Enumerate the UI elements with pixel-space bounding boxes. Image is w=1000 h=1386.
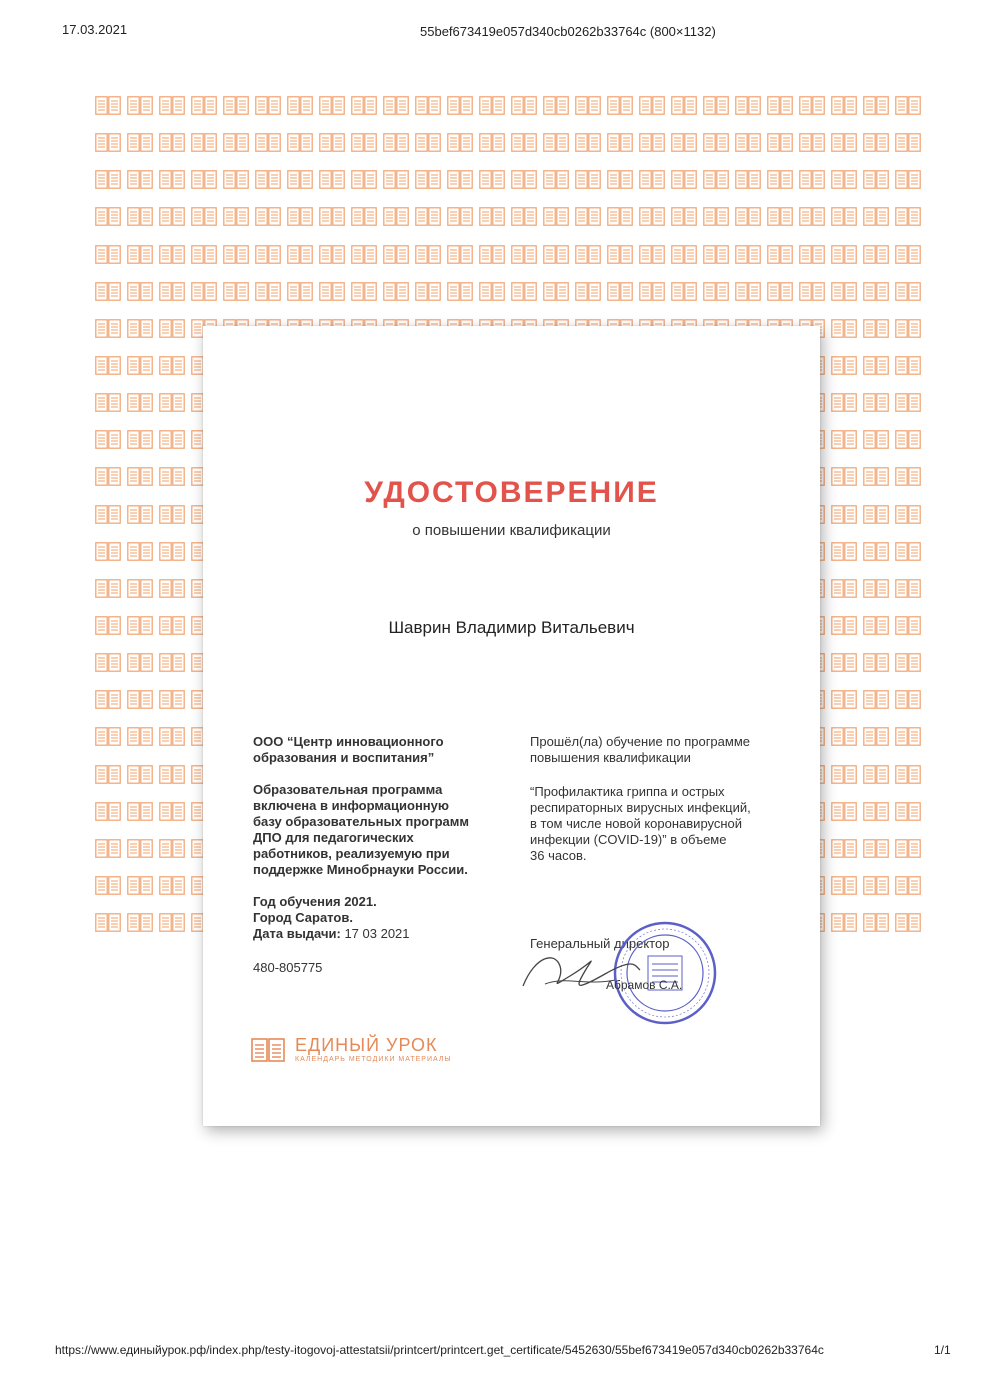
pattern-book-icon: [95, 319, 127, 356]
print-header-date: 17.03.2021: [62, 22, 128, 37]
pattern-book-icon: [511, 207, 543, 244]
pattern-book-icon: [511, 133, 543, 170]
pattern-book-icon: [735, 170, 767, 207]
certificate-subtitle: о повышении квалификации: [412, 522, 611, 539]
pattern-book-icon: [831, 505, 863, 542]
pattern-book-icon: [831, 765, 863, 802]
pattern-book-icon: [95, 653, 127, 690]
pattern-book-icon: [831, 579, 863, 616]
pattern-book-icon: [479, 96, 511, 133]
pattern-book-icon: [575, 170, 607, 207]
pattern-book-icon: [543, 245, 575, 282]
pattern-book-icon: [831, 467, 863, 504]
pattern-book-icon: [799, 96, 831, 133]
pattern-book-icon: [895, 245, 925, 282]
pattern-book-icon: [287, 207, 319, 244]
pattern-book-icon: [127, 839, 159, 876]
director-name: Абрамов С.А.: [606, 978, 683, 992]
city: Город Саратов.: [253, 910, 353, 925]
pattern-book-icon: [799, 170, 831, 207]
pattern-book-icon: [575, 96, 607, 133]
pattern-book-icon: [767, 245, 799, 282]
pattern-book-icon: [607, 96, 639, 133]
pattern-book-icon: [159, 765, 191, 802]
pattern-book-icon: [159, 207, 191, 244]
pattern-book-icon: [735, 96, 767, 133]
pattern-book-icon: [351, 133, 383, 170]
pattern-book-icon: [895, 430, 925, 467]
pattern-book-icon: [639, 245, 671, 282]
course-intro: Прошёл(ла) обучение по программе повышения квалификации: [530, 734, 750, 765]
pattern-book-icon: [895, 356, 925, 393]
course-info: [530, 734, 800, 864]
pattern-book-icon: [767, 170, 799, 207]
pattern-book-icon: [639, 282, 671, 319]
pattern-book-icon: [863, 839, 895, 876]
pattern-book-icon: [191, 96, 223, 133]
pattern-book-icon: [127, 96, 159, 133]
pattern-book-icon: [831, 133, 863, 170]
pattern-book-icon: [223, 207, 255, 244]
pattern-book-icon: [831, 96, 863, 133]
pattern-book-icon: [511, 282, 543, 319]
pattern-book-icon: [671, 207, 703, 244]
pattern-book-icon: [895, 727, 925, 764]
pattern-book-icon: [895, 393, 925, 430]
registration-number: 480-805775: [253, 960, 323, 975]
pattern-book-icon: [127, 579, 159, 616]
pattern-book-icon: [863, 727, 895, 764]
pattern-book-icon: [159, 133, 191, 170]
pattern-book-icon: [95, 505, 127, 542]
pattern-book-icon: [95, 765, 127, 802]
pattern-book-icon: [895, 133, 925, 170]
pattern-book-icon: [127, 319, 159, 356]
pattern-book-icon: [479, 282, 511, 319]
logo: [251, 1036, 452, 1063]
pattern-book-icon: [287, 133, 319, 170]
certificate-title: УДОСТОВЕРЕНИЕ: [364, 476, 659, 509]
pattern-book-icon: [447, 133, 479, 170]
pattern-book-icon: [447, 282, 479, 319]
pattern-book-icon: [863, 430, 895, 467]
pattern-book-icon: [95, 690, 127, 727]
pattern-book-icon: [159, 653, 191, 690]
logo-name: ЕДИНЫЙ УРОК: [295, 1035, 438, 1055]
pattern-book-icon: [159, 802, 191, 839]
pattern-book-icon: [127, 616, 159, 653]
pattern-book-icon: [95, 616, 127, 653]
pattern-book-icon: [479, 207, 511, 244]
pattern-book-icon: [831, 876, 863, 913]
pattern-book-icon: [863, 616, 895, 653]
pattern-book-icon: [95, 170, 127, 207]
course-description: “Профилактика гриппа и острых респираторных вирусных инфекций, в том числе новой коронавирусной инфекции (COVID-19)” в объеме 36 часов.: [530, 784, 751, 863]
pattern-book-icon: [735, 245, 767, 282]
pattern-book-icon: [895, 802, 925, 839]
pattern-book-icon: [767, 207, 799, 244]
pattern-book-icon: [351, 245, 383, 282]
pattern-book-icon: [831, 245, 863, 282]
pattern-book-icon: [831, 839, 863, 876]
pattern-book-icon: [159, 690, 191, 727]
pattern-book-icon: [639, 207, 671, 244]
pattern-book-icon: [287, 170, 319, 207]
pattern-book-icon: [895, 876, 925, 913]
pattern-book-icon: [895, 170, 925, 207]
pattern-book-icon: [703, 207, 735, 244]
pattern-book-icon: [863, 133, 895, 170]
pattern-book-icon: [703, 282, 735, 319]
program-note: Образовательная программа включена в информационную базу образовательных программ ДПО для педагогических работников, реализуемую при поддержке Минобрнауки России.: [253, 782, 470, 877]
pattern-book-icon: [415, 245, 447, 282]
pattern-book-icon: [703, 133, 735, 170]
pattern-book-icon: [415, 133, 447, 170]
pattern-book-icon: [767, 133, 799, 170]
pattern-book-icon: [191, 170, 223, 207]
pattern-book-icon: [127, 876, 159, 913]
pattern-book-icon: [95, 393, 127, 430]
pattern-book-icon: [799, 207, 831, 244]
pattern-book-icon: [191, 207, 223, 244]
pattern-book-icon: [575, 245, 607, 282]
pattern-book-icon: [543, 96, 575, 133]
pattern-book-icon: [223, 170, 255, 207]
pattern-book-icon: [95, 133, 127, 170]
pattern-book-icon: [863, 802, 895, 839]
pattern-book-icon: [735, 133, 767, 170]
pattern-book-icon: [223, 96, 255, 133]
pattern-book-icon: [511, 170, 543, 207]
pattern-book-icon: [479, 133, 511, 170]
pattern-book-icon: [863, 505, 895, 542]
pattern-book-icon: [447, 170, 479, 207]
pattern-book-icon: [95, 467, 127, 504]
pattern-book-icon: [415, 170, 447, 207]
pattern-book-icon: [255, 96, 287, 133]
pattern-book-icon: [127, 393, 159, 430]
pattern-book-icon: [895, 96, 925, 133]
pattern-book-icon: [415, 96, 447, 133]
pattern-book-icon: [95, 727, 127, 764]
pattern-book-icon: [479, 245, 511, 282]
pattern-book-icon: [159, 467, 191, 504]
pattern-book-icon: [319, 96, 351, 133]
pattern-book-icon: [255, 245, 287, 282]
pattern-book-icon: [863, 170, 895, 207]
pattern-book-icon: [895, 505, 925, 542]
pattern-book-icon: [191, 282, 223, 319]
pattern-book-icon: [415, 282, 447, 319]
pattern-book-icon: [95, 876, 127, 913]
pattern-book-icon: [159, 505, 191, 542]
pattern-book-icon: [895, 319, 925, 356]
pattern-book-icon: [607, 282, 639, 319]
pattern-book-icon: [831, 542, 863, 579]
pattern-book-icon: [95, 579, 127, 616]
pattern-book-icon: [671, 170, 703, 207]
pattern-book-icon: [575, 133, 607, 170]
print-footer-url: https://www.единыйурок.рф/index.php/testy-itogovoj-attestatsii/printcert/printcert.get_certificate/5452630/55bef673419e057d340cb0262b33764c: [55, 1343, 824, 1357]
pattern-book-icon: [863, 765, 895, 802]
logo-text: [295, 1036, 452, 1063]
pattern-book-icon: [127, 727, 159, 764]
pattern-book-icon: [895, 467, 925, 504]
pattern-book-icon: [415, 207, 447, 244]
pattern-book-icon: [607, 170, 639, 207]
pattern-book-icon: [319, 245, 351, 282]
pattern-book-icon: [255, 282, 287, 319]
pattern-book-icon: [223, 133, 255, 170]
pattern-book-icon: [799, 245, 831, 282]
pattern-book-icon: [159, 430, 191, 467]
pattern-book-icon: [127, 467, 159, 504]
pattern-book-icon: [383, 170, 415, 207]
print-header-title: 55bef673419e057d340cb0262b33764c (800×1132): [420, 24, 716, 39]
issue-date: 17 03 2021: [344, 926, 410, 941]
pattern-book-icon: [671, 245, 703, 282]
pattern-book-icon: [863, 690, 895, 727]
pattern-book-icon: [95, 802, 127, 839]
pattern-book-icon: [159, 356, 191, 393]
pattern-book-icon: [255, 170, 287, 207]
pattern-book-icon: [95, 245, 127, 282]
pattern-book-icon: [351, 170, 383, 207]
pattern-book-icon: [543, 133, 575, 170]
pattern-book-icon: [607, 207, 639, 244]
pattern-book-icon: [319, 282, 351, 319]
pattern-book-icon: [159, 876, 191, 913]
pattern-book-icon: [703, 245, 735, 282]
pattern-book-icon: [895, 616, 925, 653]
pattern-book-icon: [863, 96, 895, 133]
pattern-book-icon: [831, 616, 863, 653]
pattern-book-icon: [255, 207, 287, 244]
pattern-book-icon: [223, 245, 255, 282]
pattern-book-icon: [351, 207, 383, 244]
pattern-book-icon: [895, 579, 925, 616]
pattern-book-icon: [127, 765, 159, 802]
pattern-book-icon: [95, 839, 127, 876]
pattern-book-icon: [895, 282, 925, 319]
pattern-book-icon: [863, 319, 895, 356]
pattern-book-icon: [127, 653, 159, 690]
pattern-book-icon: [127, 133, 159, 170]
pattern-book-icon: [159, 319, 191, 356]
pattern-book-icon: [159, 282, 191, 319]
pattern-book-icon: [735, 282, 767, 319]
pattern-book-icon: [863, 393, 895, 430]
pattern-book-icon: [287, 282, 319, 319]
pattern-book-icon: [95, 96, 127, 133]
pattern-book-icon: [831, 170, 863, 207]
pattern-book-icon: [607, 133, 639, 170]
pattern-book-icon: [863, 245, 895, 282]
pattern-book-icon: [159, 96, 191, 133]
pattern-book-icon: [159, 245, 191, 282]
pattern-book-icon: [607, 245, 639, 282]
pattern-book-icon: [319, 133, 351, 170]
pattern-book-icon: [159, 579, 191, 616]
pattern-book-icon: [831, 802, 863, 839]
pattern-book-icon: [863, 356, 895, 393]
pattern-book-icon: [127, 690, 159, 727]
director-title: Генеральный директор: [530, 936, 670, 951]
pattern-book-icon: [895, 653, 925, 690]
pattern-book-icon: [863, 282, 895, 319]
pattern-book-icon: [831, 319, 863, 356]
pattern-book-icon: [703, 170, 735, 207]
pattern-book-icon: [351, 282, 383, 319]
pattern-book-icon: [287, 96, 319, 133]
pattern-book-icon: [831, 356, 863, 393]
pattern-book-icon: [159, 170, 191, 207]
pattern-book-icon: [895, 690, 925, 727]
pattern-book-icon: [639, 96, 671, 133]
pattern-book-icon: [383, 282, 415, 319]
pattern-book-icon: [863, 542, 895, 579]
pattern-book-icon: [319, 207, 351, 244]
pattern-book-icon: [127, 802, 159, 839]
pattern-book-icon: [671, 282, 703, 319]
open-book-icon: [251, 1037, 285, 1063]
organization-info: [253, 734, 523, 989]
pattern-book-icon: [863, 207, 895, 244]
pattern-book-icon: [831, 207, 863, 244]
pattern-book-icon: [319, 170, 351, 207]
pattern-book-icon: [799, 133, 831, 170]
pattern-book-icon: [575, 282, 607, 319]
pattern-book-icon: [863, 653, 895, 690]
pattern-book-icon: [575, 207, 607, 244]
pattern-book-icon: [127, 245, 159, 282]
pattern-book-icon: [895, 765, 925, 802]
pattern-book-icon: [543, 282, 575, 319]
certificate-card: [203, 326, 820, 1126]
print-footer-page: 1/1: [934, 1343, 951, 1357]
pattern-book-icon: [447, 207, 479, 244]
pattern-book-icon: [671, 133, 703, 170]
pattern-book-icon: [223, 282, 255, 319]
pattern-book-icon: [127, 430, 159, 467]
pattern-book-icon: [127, 207, 159, 244]
pattern-book-icon: [511, 96, 543, 133]
pattern-book-icon: [127, 505, 159, 542]
pattern-book-icon: [479, 170, 511, 207]
pattern-book-icon: [159, 727, 191, 764]
pattern-book-icon: [383, 133, 415, 170]
pattern-book-icon: [159, 839, 191, 876]
pattern-book-icon: [159, 913, 191, 950]
pattern-book-icon: [895, 207, 925, 244]
pattern-book-icon: [127, 542, 159, 579]
pattern-book-icon: [383, 207, 415, 244]
pattern-book-icon: [831, 430, 863, 467]
pattern-book-icon: [863, 579, 895, 616]
pattern-book-icon: [95, 207, 127, 244]
pattern-book-icon: [95, 282, 127, 319]
organization-name: ООО “Центр инновационного образования и воспитания”: [253, 734, 444, 765]
pattern-book-icon: [895, 913, 925, 950]
pattern-book-icon: [831, 727, 863, 764]
pattern-book-icon: [287, 245, 319, 282]
pattern-book-icon: [639, 170, 671, 207]
pattern-book-icon: [447, 245, 479, 282]
pattern-book-icon: [159, 542, 191, 579]
pattern-book-icon: [95, 913, 127, 950]
pattern-book-icon: [255, 133, 287, 170]
pattern-book-icon: [127, 282, 159, 319]
pattern-book-icon: [543, 207, 575, 244]
pattern-book-icon: [95, 542, 127, 579]
pattern-book-icon: [191, 245, 223, 282]
pattern-book-icon: [511, 245, 543, 282]
issue-date-row: [253, 926, 523, 942]
pattern-book-icon: [159, 616, 191, 653]
pattern-book-icon: [95, 356, 127, 393]
pattern-book-icon: [639, 133, 671, 170]
pattern-book-icon: [127, 913, 159, 950]
logo-tagline: КАЛЕНДАРЬ МЕТОДИКИ МАТЕРИАЛЫ: [295, 1056, 452, 1063]
pattern-book-icon: [447, 96, 479, 133]
pattern-book-icon: [799, 282, 831, 319]
pattern-book-icon: [735, 207, 767, 244]
pattern-book-icon: [863, 467, 895, 504]
pattern-book-icon: [831, 282, 863, 319]
pattern-book-icon: [767, 282, 799, 319]
pattern-book-icon: [127, 170, 159, 207]
pattern-book-icon: [671, 96, 703, 133]
pattern-book-icon: [159, 393, 191, 430]
pattern-book-icon: [127, 356, 159, 393]
pattern-book-icon: [895, 542, 925, 579]
pattern-book-icon: [383, 245, 415, 282]
pattern-book-icon: [863, 876, 895, 913]
recipient-name: Шаврин Владимир Витальевич: [388, 618, 635, 637]
pattern-book-icon: [831, 690, 863, 727]
pattern-book-icon: [543, 170, 575, 207]
pattern-book-icon: [95, 430, 127, 467]
pattern-book-icon: [703, 96, 735, 133]
study-year: Год обучения 2021.: [253, 894, 377, 909]
pattern-book-icon: [895, 839, 925, 876]
pattern-book-icon: [767, 96, 799, 133]
issue-date-label: Дата выдачи:: [253, 926, 341, 941]
pattern-book-icon: [831, 653, 863, 690]
pattern-book-icon: [831, 913, 863, 950]
pattern-book-icon: [351, 96, 383, 133]
pattern-book-icon: [383, 96, 415, 133]
pattern-book-icon: [191, 133, 223, 170]
pattern-book-icon: [863, 913, 895, 950]
pattern-book-icon: [831, 393, 863, 430]
